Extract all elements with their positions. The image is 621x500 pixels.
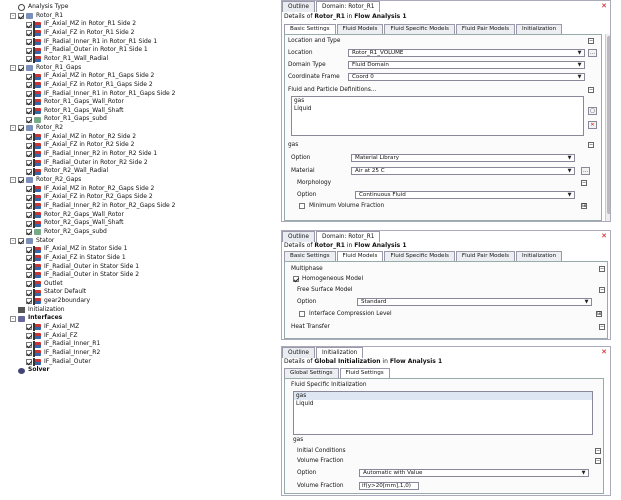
tree-item-label: Rotor_R2_Wall_Radial bbox=[44, 167, 109, 175]
tree-item-label: IF_Radial_Outer in Stator Side 2 bbox=[44, 271, 140, 279]
boundary-icon bbox=[34, 255, 41, 261]
details-object-name: Rotor_R1 bbox=[314, 13, 345, 20]
initial-conditions-label: Initial Conditions bbox=[297, 448, 346, 454]
list-item[interactable]: Liquid bbox=[294, 106, 312, 112]
tree-item-checkbox[interactable] bbox=[26, 39, 32, 45]
vf-option-label: Option bbox=[297, 470, 317, 476]
tree-item[interactable] bbox=[26, 193, 153, 202]
domain-icon bbox=[26, 238, 33, 244]
chevron-down-icon: ▼ bbox=[584, 299, 589, 305]
tree-item-label: Rotor_R2_Gaps_Wall_Rotor bbox=[44, 210, 124, 218]
subtab-initialization[interactable]: Initialization bbox=[516, 24, 562, 34]
tree-node-icon[interactable] bbox=[10, 4, 16, 10]
tree-item[interactable] bbox=[10, 176, 81, 185]
coord-frame-label: Coordinate Frame bbox=[288, 74, 340, 80]
tree-item[interactable] bbox=[26, 107, 124, 116]
collapse-icon[interactable]: − bbox=[589, 38, 594, 44]
tree-item-label: Interfaces bbox=[28, 314, 63, 322]
tab-initialization[interactable]: Initialization bbox=[316, 347, 363, 358]
tab-domain[interactable]: Domain: Rotor_R1 bbox=[316, 231, 380, 242]
tree-item-checkbox[interactable] bbox=[26, 22, 32, 28]
boundary-icon bbox=[34, 281, 41, 287]
domain-icon bbox=[26, 125, 33, 131]
boundary-icon bbox=[34, 56, 41, 62]
interface-compression-checkbox[interactable] bbox=[299, 311, 305, 317]
tree-item-label: IF_Radial_Inner_R1 bbox=[44, 340, 101, 348]
boundary-icon bbox=[34, 298, 41, 304]
tree-item-checkbox[interactable] bbox=[18, 13, 24, 19]
fluid-models-frame bbox=[284, 261, 608, 339]
tree-item-checkbox[interactable] bbox=[26, 281, 32, 287]
tree-item-checkbox[interactable] bbox=[26, 350, 32, 356]
tree-item-checkbox[interactable] bbox=[26, 333, 32, 339]
collapse-icon[interactable]: − bbox=[589, 142, 594, 148]
tree-item-checkbox[interactable] bbox=[26, 99, 32, 105]
interface-icon bbox=[34, 324, 41, 330]
tree-item[interactable] bbox=[10, 314, 62, 323]
tab-outline[interactable]: Outline bbox=[282, 231, 315, 242]
chevron-down-icon: ▼ bbox=[567, 192, 572, 198]
tree-item-checkbox[interactable] bbox=[26, 342, 32, 348]
collapse-icon[interactable]: - bbox=[10, 13, 16, 19]
tree-item-checkbox[interactable] bbox=[26, 169, 32, 175]
interface-icon bbox=[34, 342, 41, 348]
tree-item-label: IF_Radial_Inner_R2 in Rotor_R2_Gaps Side 2 bbox=[44, 201, 176, 209]
tree-item-checkbox[interactable] bbox=[26, 272, 32, 278]
boundary-icon bbox=[34, 264, 41, 270]
expand-icon[interactable]: ⊞ bbox=[582, 203, 587, 209]
min-vol-frac-label: Minimum Volume Fraction bbox=[309, 203, 385, 209]
tree-item-checkbox[interactable] bbox=[26, 74, 32, 80]
tree-item[interactable] bbox=[26, 219, 124, 228]
tree-item[interactable] bbox=[26, 288, 86, 297]
boundary-icon bbox=[34, 134, 41, 140]
tree-item-checkbox[interactable] bbox=[26, 255, 32, 261]
subtab-basic-settings[interactable]: Basic Settings bbox=[284, 24, 336, 34]
coord-frame-value: Coord 0 bbox=[352, 74, 374, 80]
tree-item-label: Rotor_R2_Gaps bbox=[36, 176, 82, 183]
initialization-icon bbox=[18, 307, 25, 313]
boundary-icon bbox=[34, 151, 41, 157]
tree-item-checkbox[interactable] bbox=[26, 298, 32, 304]
tree-item[interactable] bbox=[26, 349, 100, 358]
tree-item[interactable] bbox=[26, 280, 63, 289]
tree-item[interactable] bbox=[26, 358, 91, 367]
gas-label: gas bbox=[288, 142, 299, 148]
tree-item-label: IF_Radial_Inner_R1 in Rotor_R1_Gaps Side 2 bbox=[44, 89, 176, 97]
collapse-icon[interactable]: - bbox=[10, 65, 16, 71]
initialization-details-panel bbox=[281, 346, 611, 496]
tree-item-checkbox[interactable] bbox=[26, 195, 32, 201]
domain-icon bbox=[26, 13, 33, 19]
panel-tabs bbox=[282, 231, 381, 242]
material-value: Air at 25 C bbox=[355, 168, 385, 174]
collapse-icon[interactable]: − bbox=[582, 180, 587, 186]
chevron-down-icon: ▼ bbox=[567, 155, 572, 161]
chevron-down-icon: ▼ bbox=[577, 74, 582, 80]
tree-item[interactable] bbox=[26, 46, 148, 55]
tree-item-label: Rotor_R2_Gaps_Wall_Shaft bbox=[44, 219, 124, 227]
tab-domain[interactable]: Domain: Rotor_R1 bbox=[316, 1, 380, 12]
details-flow-name: Flow Analysis 1 bbox=[389, 358, 443, 365]
tree-item[interactable] bbox=[10, 3, 68, 12]
tree-item-checkbox[interactable] bbox=[26, 56, 32, 62]
interface-icon bbox=[34, 350, 41, 356]
tree-item[interactable] bbox=[26, 90, 175, 99]
multiphase-label: Multiphase bbox=[291, 266, 323, 272]
vf-label: Volume Fraction bbox=[297, 483, 344, 489]
settings-frame bbox=[284, 34, 602, 221]
subtab-fluid-specific-models[interactable]: Fluid Specific Models bbox=[384, 251, 454, 261]
location-value: Rotor_R1_VOLUME bbox=[352, 50, 404, 56]
close-icon[interactable]: ✕ bbox=[601, 232, 607, 240]
subtab-initialization[interactable]: Initialization bbox=[516, 251, 562, 261]
free-surface-label: Free Surface Model bbox=[297, 287, 353, 293]
subtab-basic-settings[interactable]: Basic Settings bbox=[284, 251, 336, 261]
tree-node-icon[interactable] bbox=[10, 307, 16, 313]
material-option-value: Material Library bbox=[355, 155, 400, 161]
tree-item-checkbox[interactable] bbox=[26, 91, 32, 97]
boundary-icon bbox=[34, 160, 41, 166]
tree-item[interactable] bbox=[26, 72, 154, 81]
tree-item-checkbox[interactable] bbox=[26, 221, 32, 227]
tree-item[interactable] bbox=[26, 38, 157, 47]
tree-item[interactable] bbox=[26, 211, 124, 220]
interfaces-icon bbox=[18, 316, 25, 322]
interface-icon bbox=[34, 359, 41, 365]
boundary-icon bbox=[34, 30, 41, 36]
min-vol-frac-checkbox[interactable] bbox=[299, 203, 305, 209]
collapse-icon[interactable]: − bbox=[600, 287, 605, 293]
tree-item-label: IF_Axial_FZ in Rotor_R2 Side 2 bbox=[44, 141, 135, 149]
fs-option-label: Option bbox=[297, 299, 317, 305]
tree-item[interactable] bbox=[26, 167, 108, 176]
panel-tabs bbox=[282, 347, 364, 358]
tree-item[interactable] bbox=[26, 245, 127, 254]
tree-item[interactable] bbox=[26, 81, 153, 90]
tree-item-label: IF_Axial_MZ in Rotor_R1_Gaps Side 2 bbox=[44, 72, 155, 80]
tree-item-label: Outlet bbox=[44, 279, 63, 287]
scrollbar[interactable] bbox=[605, 34, 611, 221]
details-prefix: Details of bbox=[284, 358, 315, 365]
tree-item-checkbox[interactable] bbox=[26, 30, 32, 36]
tree-item-checkbox[interactable] bbox=[26, 203, 32, 209]
boundary-icon bbox=[34, 74, 41, 80]
heat-transfer-label: Heat Transfer bbox=[291, 324, 330, 330]
tree-item-label: IF_Radial_Inner_R2 bbox=[44, 349, 101, 356]
boundary-icon bbox=[34, 39, 41, 45]
collapse-icon[interactable]: − bbox=[600, 324, 605, 330]
tree-item[interactable] bbox=[26, 133, 136, 142]
tree-item[interactable] bbox=[26, 323, 79, 332]
tree-item-label: Stator Default bbox=[44, 288, 87, 296]
subtab-bar bbox=[284, 24, 563, 34]
details-prefix: Details of bbox=[284, 13, 315, 20]
boundary-icon bbox=[34, 203, 41, 209]
domain-icon bbox=[26, 177, 33, 183]
list-item[interactable]: gas bbox=[294, 98, 305, 104]
collapse-icon[interactable]: − bbox=[596, 448, 601, 454]
tab-outline[interactable]: Outline bbox=[282, 347, 315, 358]
boundary-icon bbox=[34, 48, 41, 54]
tree-item[interactable] bbox=[26, 150, 157, 159]
tree-item[interactable] bbox=[26, 297, 90, 306]
boundary-icon bbox=[34, 186, 41, 192]
tree-item[interactable] bbox=[26, 271, 139, 280]
panel-tabs bbox=[282, 1, 381, 12]
boundary-icon bbox=[34, 22, 41, 28]
fluid-list[interactable] bbox=[291, 96, 584, 136]
tree-item-checkbox[interactable] bbox=[26, 108, 32, 114]
tree-item-label: IF_Axial_FZ in Rotor_R1 Side 2 bbox=[44, 28, 135, 36]
collapse-icon[interactable]: − bbox=[589, 87, 594, 93]
tree-item-checkbox[interactable] bbox=[26, 143, 32, 149]
tree-item-checkbox[interactable] bbox=[26, 290, 32, 296]
subtab-global-settings[interactable]: Global Settings bbox=[284, 368, 339, 378]
fluid-specific-init-label: Fluid Specific Initialization bbox=[291, 382, 367, 388]
tree-item[interactable] bbox=[26, 98, 124, 107]
details-flow-name: Flow Analysis 1 bbox=[354, 13, 407, 20]
domain-type-label: Domain Type bbox=[288, 62, 326, 68]
subtab-fluid-pair-models[interactable]: Fluid Pair Models bbox=[456, 24, 515, 34]
collapse-icon[interactable]: - bbox=[10, 238, 16, 244]
tree-item[interactable] bbox=[26, 202, 175, 211]
tree-item-label: IF_Radial_Outer bbox=[44, 357, 91, 365]
tree-item[interactable] bbox=[10, 64, 81, 73]
tree-item[interactable] bbox=[10, 366, 49, 375]
tree-item-label: Rotor_R1_Gaps_Wall_Rotor bbox=[44, 98, 124, 106]
clock-icon bbox=[18, 4, 25, 11]
tree-item-label: IF_Axial_MZ in Stator Side 1 bbox=[44, 245, 128, 253]
boundary-icon bbox=[34, 99, 41, 105]
fluid-defs-label: Fluid and Particle Definitions... bbox=[288, 87, 377, 93]
interface-compression-label: Interface Compression Level bbox=[309, 311, 392, 317]
volume-fraction-input[interactable]: if(y>20[mm],1,0) bbox=[359, 482, 419, 490]
tree-item[interactable] bbox=[26, 159, 148, 168]
tree-item-label: Initialization bbox=[28, 305, 65, 313]
list-item[interactable]: gas bbox=[294, 392, 592, 400]
vf-option-value: Automatic with Value bbox=[363, 470, 423, 476]
tree-item-label: Solver bbox=[28, 366, 50, 374]
material-select[interactable] bbox=[351, 167, 575, 175]
boundary-icon bbox=[34, 108, 41, 114]
tree-item-label: IF_Axial_FZ in Rotor_R1_Gaps Side 2 bbox=[44, 80, 153, 88]
details-in: in bbox=[344, 13, 355, 20]
tree-item-checkbox[interactable] bbox=[26, 48, 32, 54]
details-header bbox=[284, 358, 442, 365]
tree-item-label: IF_Radial_Outer in Rotor_R2 Side 2 bbox=[44, 158, 148, 166]
collapse-icon[interactable]: − bbox=[600, 266, 605, 272]
interface-icon bbox=[34, 333, 41, 339]
subtab-fluid-models[interactable]: Fluid Models bbox=[337, 24, 384, 34]
tree-item-label: IF_Radial_Inner_R2 in Rotor_R2 Side 1 bbox=[44, 150, 158, 158]
tree-item-checkbox[interactable] bbox=[26, 324, 32, 330]
tree-item[interactable] bbox=[26, 254, 126, 263]
tree-item-label: Rotor_R1_Gaps_Wall_Shaft bbox=[44, 106, 124, 114]
details-header bbox=[284, 242, 407, 249]
tree-item-checkbox[interactable] bbox=[26, 212, 32, 218]
tree-item[interactable] bbox=[26, 115, 107, 124]
gas-label: gas bbox=[293, 437, 304, 443]
morph-option-label: Option bbox=[297, 192, 317, 198]
tree-item-label: IF_Axial_FZ bbox=[44, 331, 78, 339]
close-icon[interactable]: ✕ bbox=[601, 348, 607, 356]
subtab-bar bbox=[284, 368, 391, 378]
tree-item[interactable] bbox=[26, 141, 134, 150]
boundary-icon bbox=[34, 91, 41, 97]
subtab-fluid-settings[interactable]: Fluid Settings bbox=[340, 368, 390, 378]
homogeneous-label: Homogeneous Model bbox=[302, 276, 364, 282]
tree-item-label: IF_Radial_Outer in Rotor_R1 Side 1 bbox=[44, 46, 148, 54]
tree-item[interactable] bbox=[26, 228, 107, 237]
tree-item-checkbox[interactable] bbox=[26, 264, 32, 270]
tree-item-label: Analysis Type bbox=[28, 3, 69, 10]
chevron-down-icon: ▼ bbox=[577, 50, 582, 56]
morphology-label: Morphology bbox=[297, 180, 332, 186]
vf-option-select[interactable] bbox=[359, 469, 589, 477]
delete-icon[interactable]: ✕ bbox=[588, 121, 597, 129]
boundary-icon bbox=[34, 143, 41, 149]
tree-item[interactable] bbox=[26, 55, 108, 64]
volume-fraction-section-label: Volume Fraction bbox=[297, 458, 344, 464]
tree-item-label: IF_Axial_MZ in Rotor_R2 Side 2 bbox=[44, 132, 137, 140]
subdomain-icon bbox=[34, 117, 41, 123]
boundary-icon bbox=[34, 195, 41, 201]
subtab-bar bbox=[284, 251, 563, 261]
morphology-option-select[interactable] bbox=[355, 191, 575, 199]
domain-type-value: Fluid Domain bbox=[352, 62, 389, 68]
ellipsis-button[interactable]: … bbox=[590, 50, 595, 56]
tree-item-label: Rotor_R1 bbox=[36, 11, 64, 19]
location-label: Location bbox=[288, 50, 313, 56]
free-surface-option-select[interactable] bbox=[357, 298, 592, 306]
material-label: Material bbox=[291, 168, 315, 174]
tree-item-label: Rotor_R2_Gaps_subd bbox=[44, 227, 107, 235]
fs-option-value: Standard bbox=[361, 299, 387, 305]
expand-icon[interactable]: ⊞ bbox=[597, 311, 602, 317]
details-object-name: Global Initialization bbox=[314, 358, 381, 365]
tree-item-checkbox[interactable] bbox=[26, 247, 32, 253]
collapse-icon[interactable]: − bbox=[596, 458, 601, 464]
tree-item-checkbox[interactable] bbox=[26, 229, 32, 235]
fluid-settings-frame bbox=[284, 378, 604, 494]
boundary-icon bbox=[34, 272, 41, 278]
tree-item[interactable] bbox=[26, 340, 100, 349]
collapse-icon[interactable]: - bbox=[10, 316, 16, 322]
tree-item-label: IF_Axial_MZ in Rotor_R2_Gaps Side 2 bbox=[44, 184, 155, 192]
subtab-fluid-pair-models[interactable]: Fluid Pair Models bbox=[456, 251, 515, 261]
tree-item-checkbox[interactable] bbox=[26, 82, 32, 88]
subtab-fluid-specific-models[interactable]: Fluid Specific Models bbox=[384, 24, 454, 34]
tree-item-label: gear2boundary bbox=[44, 297, 91, 305]
tree-item-label: IF_Radial_Inner_R1 in Rotor_R1 Side 1 bbox=[44, 37, 158, 45]
boundary-icon bbox=[34, 290, 41, 296]
chevron-down-icon: ▼ bbox=[577, 62, 582, 68]
coord-frame-select[interactable] bbox=[348, 73, 585, 81]
homogeneous-checkbox[interactable] bbox=[293, 276, 299, 282]
tree-item-label: IF_Axial_FZ in Rotor_R2_Gaps Side 2 bbox=[44, 193, 153, 201]
boundary-icon bbox=[34, 212, 41, 218]
tree-item-checkbox[interactable] bbox=[26, 160, 32, 166]
collapse-icon[interactable]: - bbox=[10, 125, 16, 131]
tree-item-label: IF_Axial_FZ in Stator Side 1 bbox=[44, 253, 126, 261]
details-header bbox=[284, 13, 407, 20]
boundary-icon bbox=[34, 247, 41, 253]
tree-item-label: IF_Axial_MZ in Rotor_R1 Side 2 bbox=[44, 20, 137, 28]
tree-item-checkbox[interactable] bbox=[18, 238, 24, 244]
tree-item[interactable] bbox=[10, 306, 65, 315]
tree-item-checkbox[interactable] bbox=[26, 186, 32, 192]
chevron-down-icon: ▼ bbox=[581, 470, 586, 476]
tree-item-label: IF_Radial_Outer in Stator Side 1 bbox=[44, 262, 140, 270]
details-in: in bbox=[344, 242, 355, 249]
tab-outline[interactable]: Outline bbox=[282, 1, 315, 12]
tree-item[interactable] bbox=[26, 29, 134, 38]
tree-item-label: Rotor_R1_Gaps_subd bbox=[44, 115, 107, 123]
details-flow-name: Flow Analysis 1 bbox=[354, 242, 407, 249]
tree-node-icon[interactable] bbox=[10, 368, 16, 374]
subtab-fluid-models[interactable]: Fluid Models bbox=[337, 251, 384, 261]
details-in: in bbox=[380, 358, 390, 365]
option-label: Option bbox=[291, 155, 311, 161]
tree-item-checkbox[interactable] bbox=[26, 134, 32, 140]
tree-item[interactable] bbox=[26, 185, 154, 194]
subdomain-icon bbox=[34, 229, 41, 235]
details-prefix: Details of bbox=[284, 242, 315, 249]
tree-item[interactable] bbox=[10, 124, 63, 133]
tree-item-checkbox[interactable] bbox=[26, 359, 32, 365]
chevron-down-icon: ▼ bbox=[567, 168, 572, 174]
outline-tree bbox=[0, 0, 250, 500]
tree-item-label: Rotor_R1_Wall_Radial bbox=[44, 54, 109, 62]
solver-icon bbox=[18, 368, 25, 374]
init-fluid-list[interactable] bbox=[293, 391, 593, 435]
tree-item-checkbox[interactable] bbox=[18, 65, 24, 71]
domain-details-panel-middle bbox=[281, 230, 611, 340]
details-object-name: Rotor_R1 bbox=[314, 242, 345, 249]
collapse-icon[interactable]: - bbox=[10, 177, 16, 183]
domain-details-panel-top bbox=[281, 0, 611, 222]
morph-option-value: Continuous Fluid bbox=[359, 192, 406, 198]
tree-item-label: Rotor_R1_Gaps bbox=[36, 63, 82, 71]
location-select[interactable] bbox=[348, 49, 585, 57]
list-item[interactable]: Liquid bbox=[296, 401, 314, 407]
location-type-label: Location and Type bbox=[288, 38, 341, 44]
domain-icon bbox=[26, 65, 33, 71]
boundary-icon bbox=[34, 221, 41, 227]
tree-item[interactable] bbox=[10, 237, 54, 246]
add-item-button[interactable]: ▢ bbox=[588, 107, 597, 115]
tree-item[interactable] bbox=[26, 20, 136, 29]
tree-item-label: Rotor_R2 bbox=[36, 124, 64, 132]
close-icon[interactable]: ✕ bbox=[601, 2, 607, 10]
material-option-select[interactable] bbox=[351, 154, 575, 162]
tree-item[interactable] bbox=[26, 332, 77, 341]
ellipsis-button[interactable]: … bbox=[583, 168, 588, 174]
tree-item-label: Stator bbox=[36, 236, 55, 244]
domain-type-select[interactable] bbox=[348, 61, 585, 69]
tree-item[interactable] bbox=[10, 12, 63, 21]
tree-item-checkbox[interactable] bbox=[26, 151, 32, 157]
tree-item-checkbox[interactable] bbox=[18, 125, 24, 131]
tree-item-checkbox[interactable] bbox=[26, 117, 32, 123]
tree-item-label: IF_Axial_MZ bbox=[44, 323, 80, 331]
tree-item[interactable] bbox=[26, 263, 139, 272]
tree-item-checkbox[interactable] bbox=[18, 177, 24, 183]
boundary-icon bbox=[34, 169, 41, 175]
boundary-icon bbox=[34, 82, 41, 88]
